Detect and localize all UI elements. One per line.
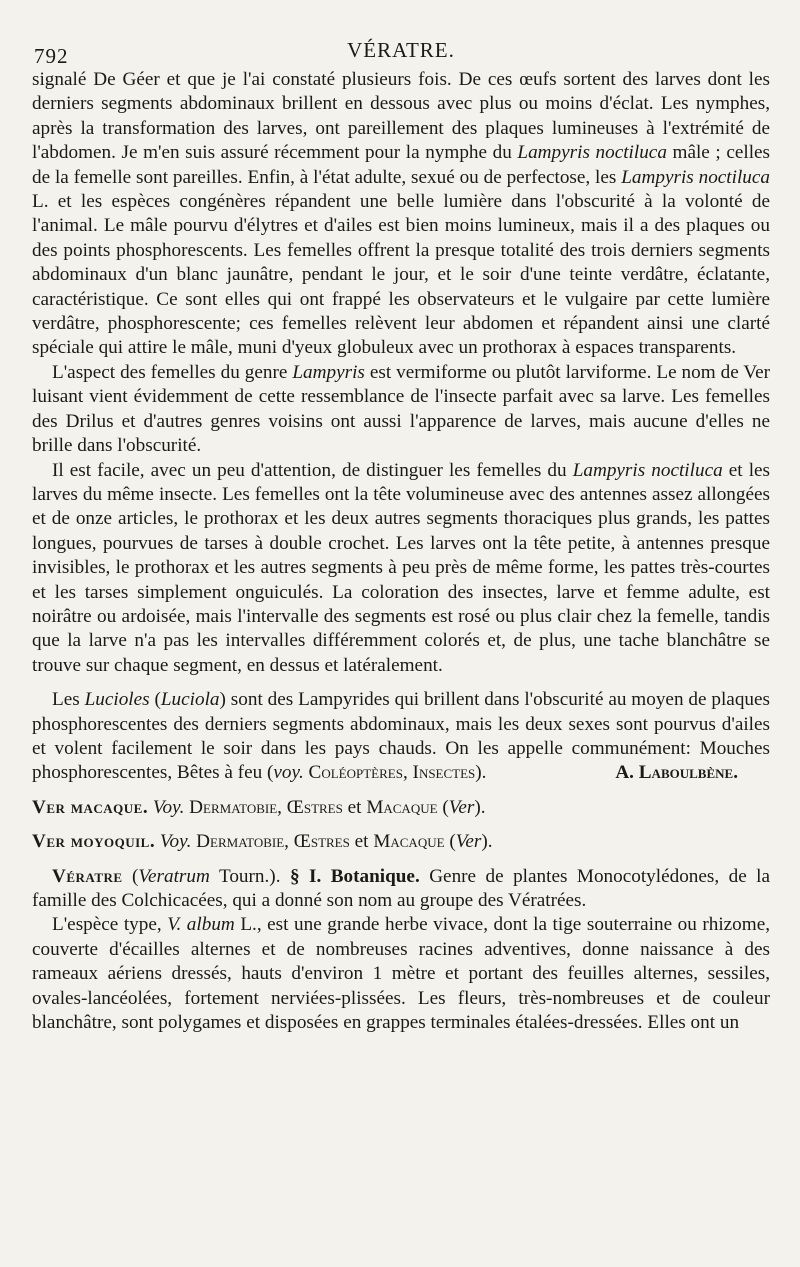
entry-ver-macaque: Ver macaque. Voy. Dermatobie, Œstres et Macaque (Ver).	[32, 796, 486, 818]
running-title: VÉRATRE.	[347, 38, 455, 62]
paragraph-2: L'aspect des femelles du genre Lampyris est vermiforme ou plutôt larviforme. Le nom de Ver luisant vient évidemment de cette ressemblance de l'insecte parfait avec sa larve. Les femelles des Drilus et d'autres genres voisins ont aussi l'apparence de larves, mais aucune d'elles ne brille dans l'obscurité.	[32, 361, 771, 457]
entry-veratre: Vératre (Veratrum Tourn.). § I. Botanique. Genre de plantes Monocotylédones, de la famille des Colchicacées, qui a donné son nom au groupe des Vératrées.	[32, 865, 771, 911]
entry-ver-moyoquil: Ver moyoquil. Voy. Dermatobie, Œstres et Macaque (Ver).	[32, 831, 493, 853]
entry-headword: Ver moyoquil.	[32, 831, 156, 853]
page-header	[32, 38, 770, 68]
section-label: § I. Botanique.	[289, 865, 420, 887]
paragraph-1: signalé De Géer et que je l'ai constaté plusieurs fois. De ces œufs sortent des larves dont les derniers segments abdominaux brillent en dessous avec plus ou moins d'éclat. Les nymphes, après la transformation des larves, ont pareillement des plaques lumineuses à l'extrémité de l'abdomen. Je m'en suis assuré récemment pour la nymphe du Lampyris noctiluca mâle ; celles de la femelle sont pareilles. Enfin, à l'état adulte, sexué ou de perfectose, les Lampyris noctiluca L. et les espèces congénères répandent une belle lumière dans l'obscurité à la volonté de l'animal. Le mâle pourvu d'élytres et d'ailes est bien moins lumineux, mais il a des plaques ou des points phosphorescents. Les femelles offrent la presque totalité des trois derniers segments abdominaux d'un blanc jaunâtre, pendant le jour, et le soir d'une teinte verdâtre, éclatante, caractéristique. Ce sont elles qui ont frappé les observateurs et le vulgaire par cette lumière verdâtre, phosphorescente; ces femelles relèvent leur abdomen et répandent ainsi une clarté spéciale qui attire le mâle, muni d'yeux globuleux avec un prothorax à espaces transparents.	[32, 69, 771, 359]
page-number: 792	[34, 44, 69, 68]
entry-headword: Vératre	[52, 865, 123, 887]
paragraph-3: Il est facile, avec un peu d'attention, de distinguer les femelles du Lampyris noctiluca et les larves du même insecte. Les femelles ont la tête volumineuse avec des antennes assez allongées et de onze articles, le prothorax et les deux autres segments thoraciques plus grands, les pattes longues, pourvues de tarses à double crochet. Les larves ont la tête petite, à antennes presque invisibles, le prothorax et les autres segments à peu près de même forme, les pattes très-courtes et les tarses simplement onguiculés. La coloration des insectes, larve et femme adulte, est noirâtre ou ardoisée, mais l'intervalle des segments est rosé ou plus clair chez la femelle, tandis que la larve n'a pas les intervalles différemment colorés et, de plus, une tache blanchâtre se trouve sur chaque segment, en dessus et latéralement.	[32, 459, 771, 676]
article-body	[32, 68, 770, 1035]
paragraph-4: Les Lucioles (Luciola) sont des Lampyrides qui brillent dans l'obscurité au moyen de plaques phosphorescentes des derniers segments abdominaux, mais les deux sexes sont pourvus d'ailes et volent facilement le soir dans les pays chauds. On les appelle communément: Mouches phosphorescentes, Bêtes à feu (voy. Coléoptères, Insectes). A. Laboulbène.	[32, 688, 770, 786]
author-signature: A. Laboulbène.	[615, 762, 738, 784]
paragraph-veratre-2: L'espèce type, V. album L., est une grande herbe vivace, dont la tige souterraine ou rhizome, couverte d'écailles alternes et de nombreuses racines adventives, donne naissance à des rameaux aériens dressés, hauts d'environ 1 mètre et portant des feuilles alternes, sessiles, ovales-lancéolées, fortement nerviées-plissées. Les fleurs, très-nombreuses et de couleur blanchâtre, sont polygames et disposées en grappes terminales étalées-dressées. Elles ont un	[32, 914, 771, 1034]
entry-headword: Ver macaque.	[32, 796, 149, 818]
